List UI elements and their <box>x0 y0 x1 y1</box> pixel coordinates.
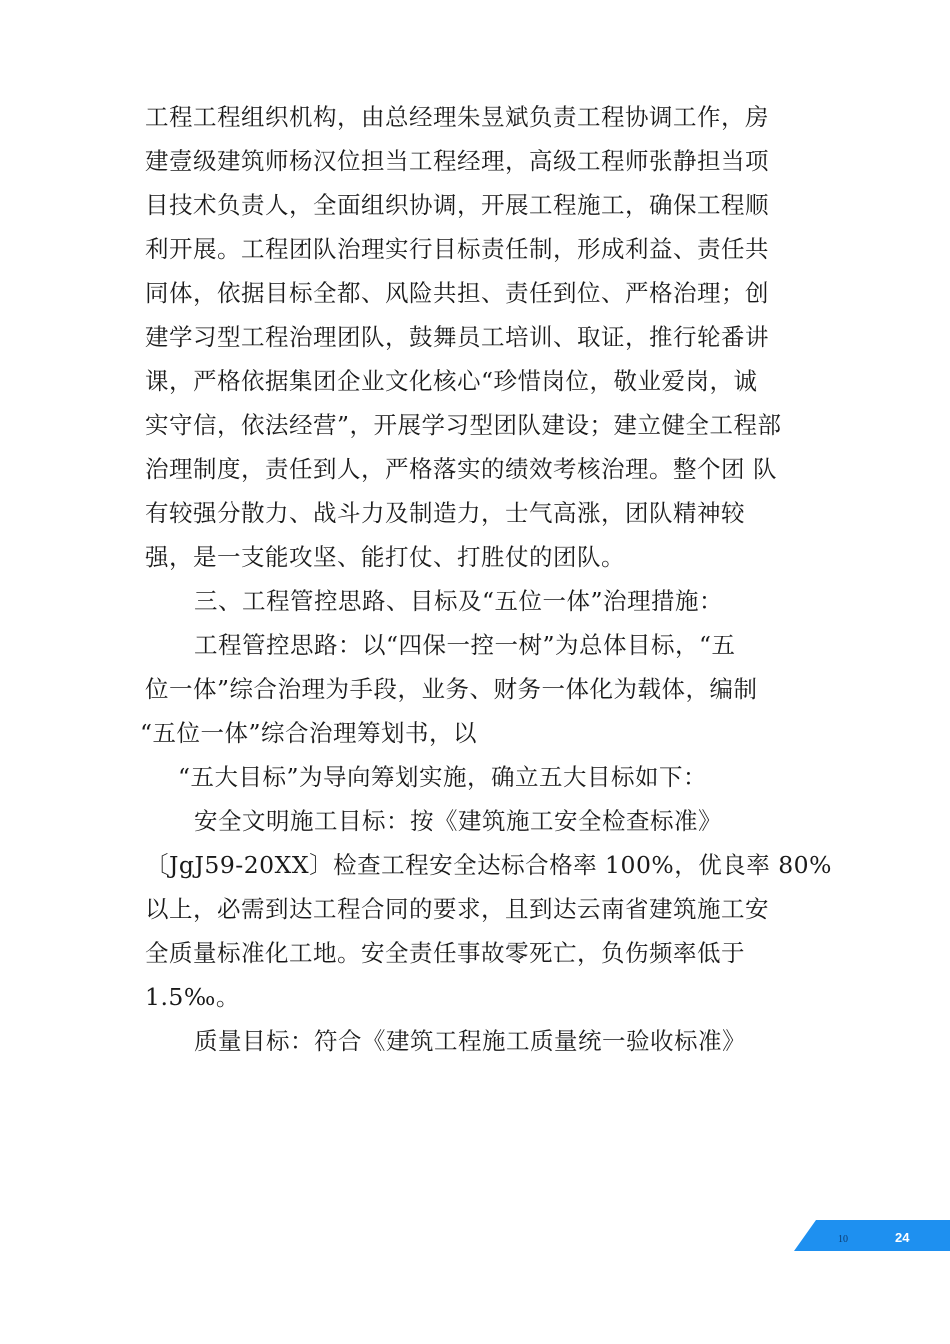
paragraph-line: 利开展。工程团队治理实行目标责任制，形成利益、责任共 <box>145 235 769 263</box>
paragraph-line: 目技术负责人，全面组织协调，开展工程施工，确保工程顺 <box>145 191 769 219</box>
paragraph-line: 工程工程组织机构，由总经理朱昱斌负责工程协调工作，房 <box>145 103 769 131</box>
paragraph-line: 安全文明施工目标：按《建筑施工安全检查标准》 <box>194 807 722 835</box>
paragraph-line: 建学习型工程治理团队，鼓舞员工培训、取证，推行轮番讲 <box>145 323 769 351</box>
paragraph-line: 治理制度，责任到人，严格落实的绩效考核治理。整个团 队 <box>145 455 777 483</box>
paragraph-line: 以上，必需到达工程合同的要求，且到达云南省建筑施工安 <box>145 895 769 923</box>
paragraph-line: 实守信，依法经营”，开展学习型团队建设；建立健全工程部 <box>145 411 782 439</box>
paragraph-line: 建壹级建筑师杨汉位担当工程经理，高级工程师张静担当项 <box>145 147 769 175</box>
paragraph-line: 课，严格依据集团企业文化核心“珍惜岗位，敬业爱岗，诚 <box>145 367 758 395</box>
paragraph-line: 工程管控思路：以“四保一控一树”为总体目标，“五 <box>194 631 736 659</box>
paragraph-line: 〔JgJ59-20XX〕检查工程安全达标合格率 100%，优良率 80% <box>145 851 832 879</box>
section-heading: 三、工程管控思路、目标及“五位一体”治理措施： <box>194 587 724 615</box>
paragraph-line: 同体，依据目标全都、风险共担、责任到位、严格治理；创 <box>145 279 769 307</box>
paragraph-line: 位一体”综合治理为手段，业务、财务一体化为载体，编制 <box>145 675 758 703</box>
page-number-tab <box>794 1220 950 1251</box>
paragraph-line: 质量目标：符合《建筑工程施工质量统一验收标准》 <box>194 1027 746 1055</box>
footer-small-number: 10 <box>838 1234 848 1245</box>
page-number: 24 <box>895 1230 910 1245</box>
paragraph-line: 全质量标准化工地。安全责任事故零死亡，负伤频率低于 <box>145 939 745 967</box>
paragraph-line: 1.5‰。 <box>145 983 240 1011</box>
paragraph-line: 强，是一支能攻坚、能打仗、打胜仗的团队。 <box>145 543 625 571</box>
paragraph-line: “五大目标”为导向筹划实施，确立五大目标如下： <box>178 763 708 791</box>
paragraph-line: 有较强分散力、战斗力及制造力，士气高涨，团队精神较 <box>145 499 745 527</box>
paragraph-line: “五位一体”综合治理筹划书，以 <box>140 719 478 747</box>
